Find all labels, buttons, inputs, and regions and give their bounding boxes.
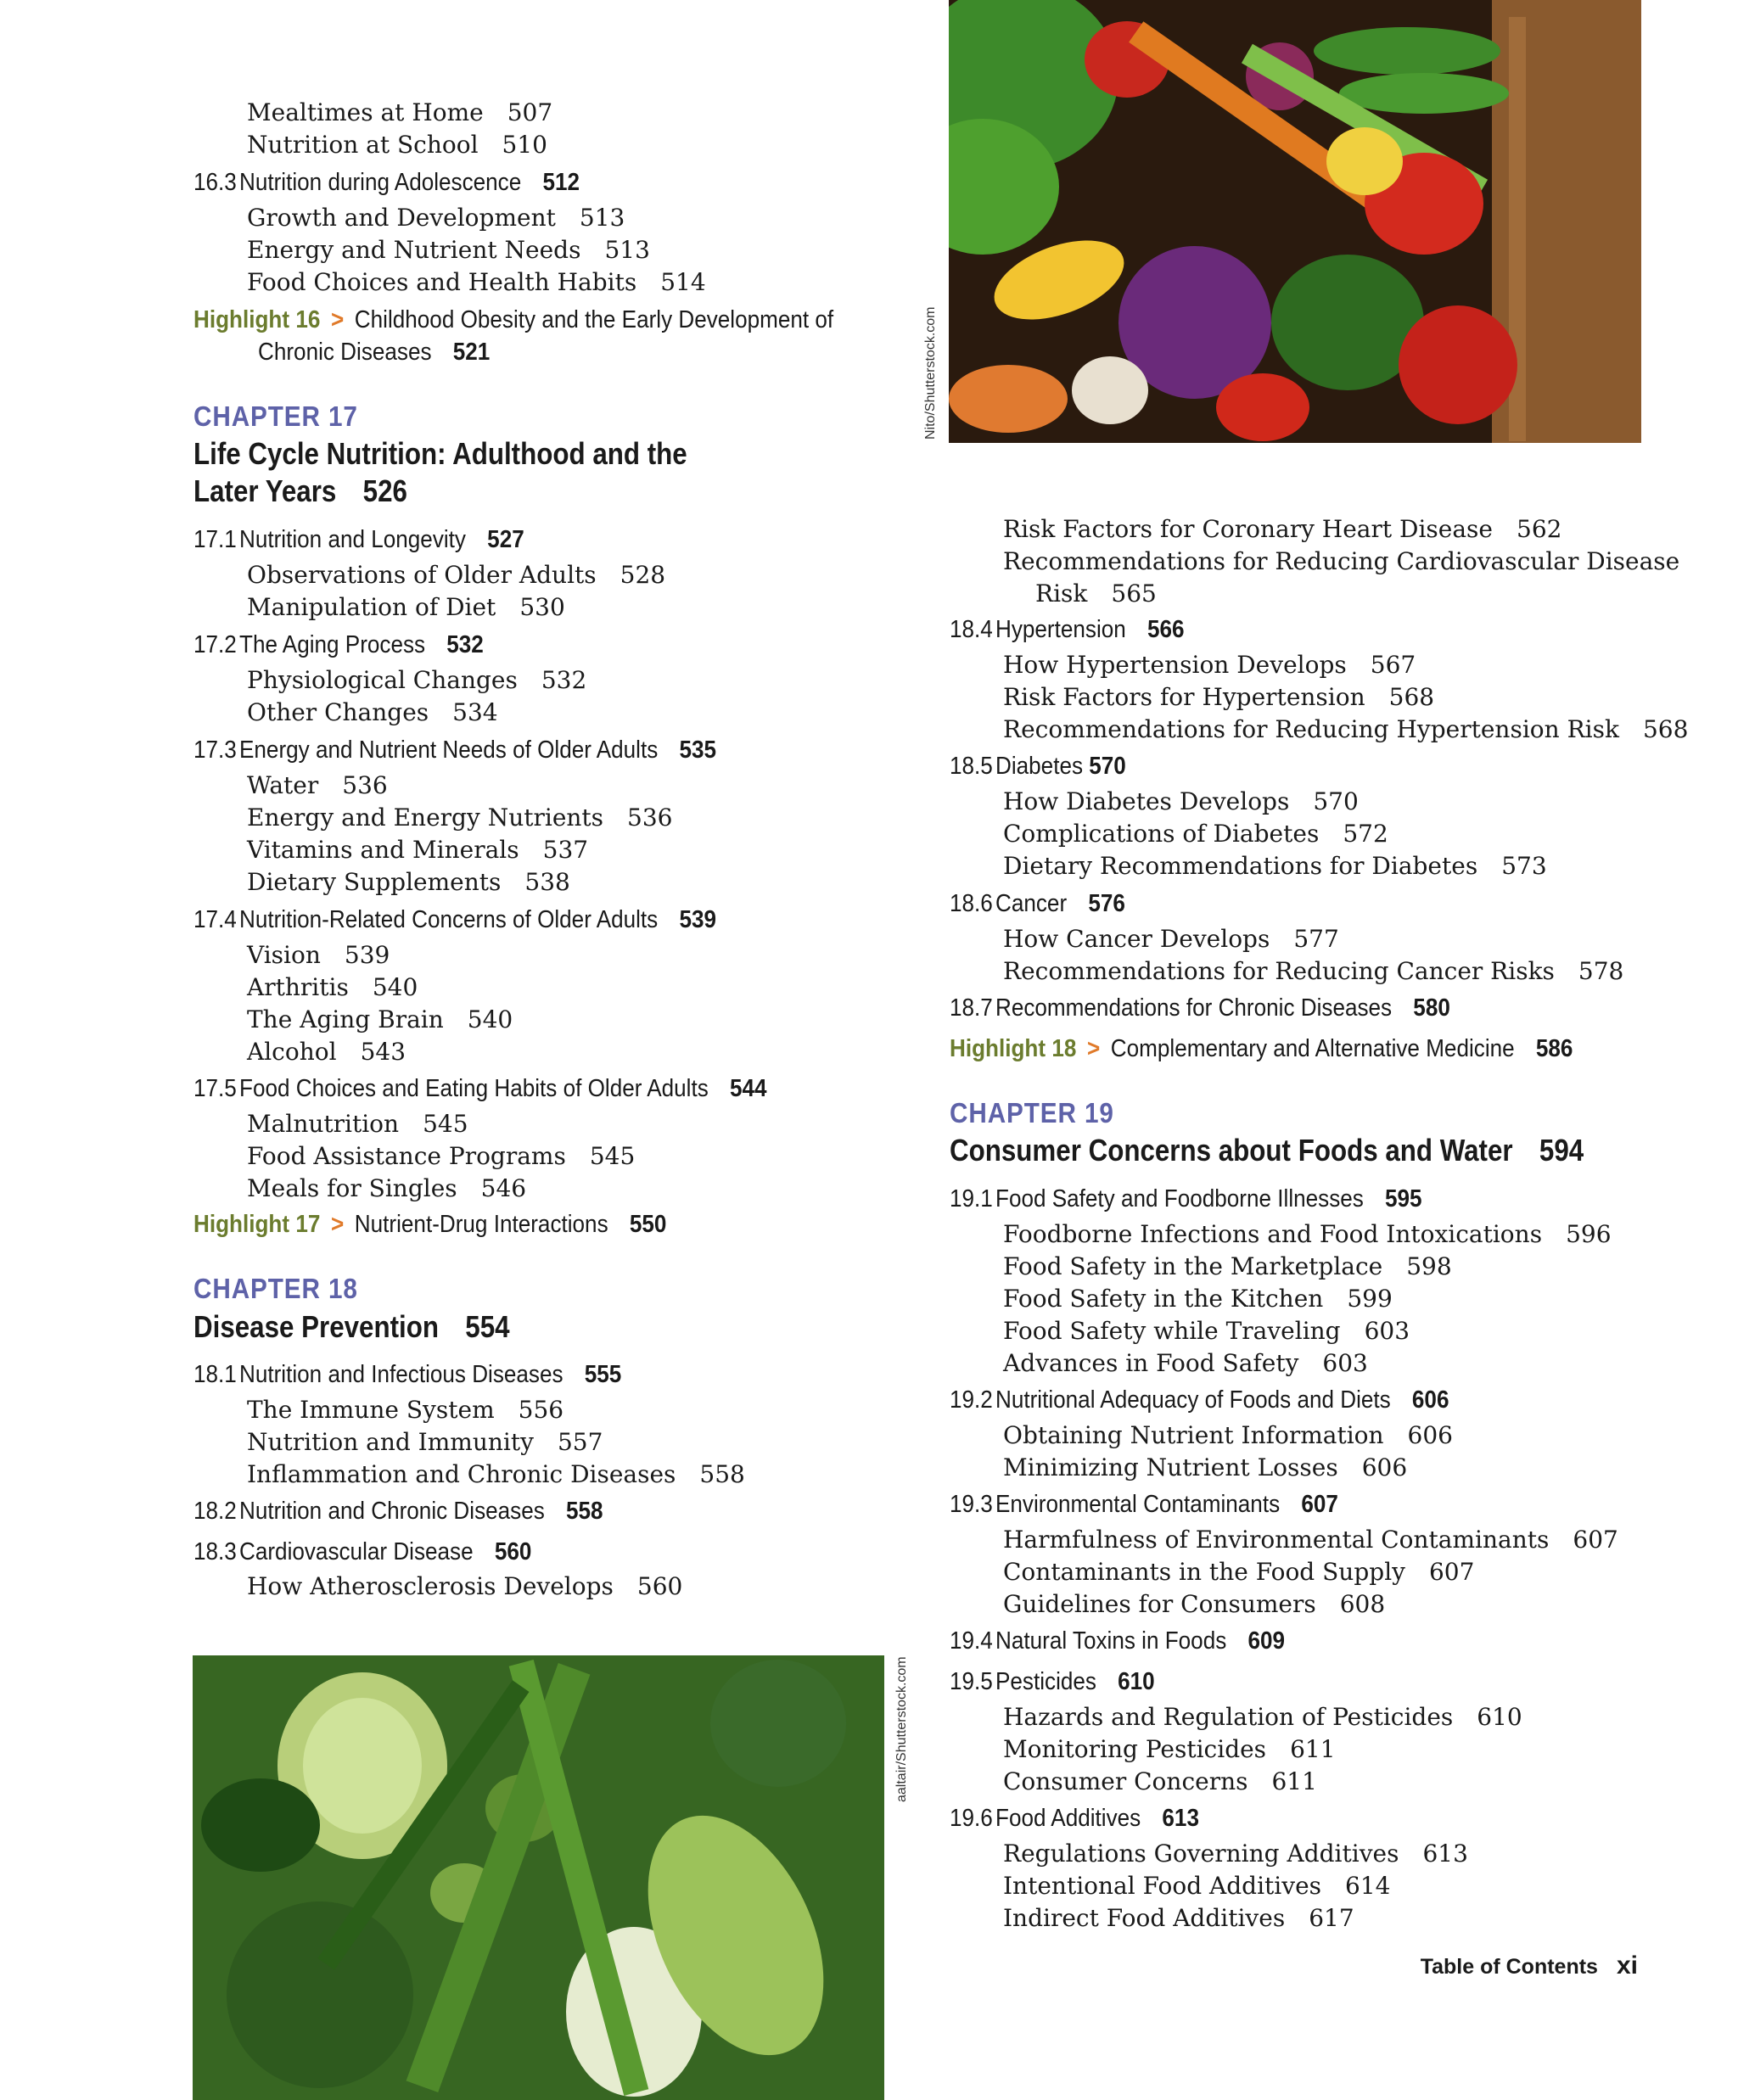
toc-section-18-2[interactable]: 18.2 Nutrition and Chronic Diseases 558 (193, 1498, 603, 1525)
toc-subentry[interactable]: Energy and Energy Nutrients 536 (247, 804, 673, 832)
toc-section-19-5[interactable]: 19.5 Pesticides 610 (950, 1668, 1155, 1695)
toc-subentry[interactable]: Consumer Concerns 611 (1003, 1767, 1317, 1795)
footer-label: Table of Contents (1420, 1955, 1598, 1979)
toc-subentry[interactable]: Physiological Changes 532 (247, 666, 587, 694)
toc-section-17-3[interactable]: 17.3 Energy and Nutrient Needs of Older Adults 535 (193, 736, 717, 764)
toc-section-18-6[interactable]: 18.6 Cancer 576 (950, 890, 1125, 917)
toc-subentry[interactable]: Foodborne Infections and Food Intoxications 596 (1003, 1220, 1612, 1248)
page-number: xi (1616, 1952, 1638, 1980)
toc-subentry[interactable]: Water 536 (247, 771, 388, 799)
toc-section-17-2[interactable]: 17.2 The Aging Process 532 (193, 631, 484, 658)
highlight-16[interactable]: Highlight 16 > Childhood Obesity and the Early Development of (193, 306, 834, 333)
toc-section-18-1[interactable]: 18.1 Nutrition and Infectious Diseases 555 (193, 1361, 622, 1388)
toc-section-19-2[interactable]: 19.2 Nutritional Adequacy of Foods and Diets 606 (950, 1386, 1449, 1414)
toc-subentry[interactable]: Observations of Older Adults 528 (247, 561, 666, 589)
toc-subentry[interactable]: Indirect Food Additives 617 (1003, 1904, 1354, 1932)
photo-credit-top: Nito/Shutterstock.com (923, 306, 938, 440)
toc-subentry[interactable]: Recommendations for Reducing Hypertension Risk 568 (1003, 715, 1689, 743)
toc-subentry[interactable]: Nutrition at School 510 (247, 131, 547, 159)
toc-subentry[interactable]: Growth and Development 513 (247, 204, 625, 232)
toc-section-19-6[interactable]: 19.6 Food Additives 613 (950, 1805, 1199, 1832)
toc-section-18-4[interactable]: 18.4 Hypertension 566 (950, 616, 1185, 643)
toc-subentry[interactable]: Contaminants in the Food Supply 607 (1003, 1558, 1475, 1586)
toc-subentry[interactable]: Advances in Food Safety 603 (1003, 1349, 1368, 1377)
toc-subentry[interactable]: Dietary Supplements 538 (247, 868, 570, 896)
toc-section-19-4[interactable]: 19.4 Natural Toxins in Foods 609 (950, 1627, 1286, 1655)
chapter-17-title-continued[interactable]: Later Years 526 (193, 473, 407, 508)
toc-section-17-4[interactable]: 17.4 Nutrition-Related Concerns of Older Adults 539 (193, 906, 716, 933)
chapter-18-title[interactable]: Disease Prevention 554 (193, 1309, 510, 1344)
highlight-16-continued[interactable]: Chronic Diseases 521 (258, 339, 491, 366)
toc-section-18-5[interactable]: 18.5 Diabetes 570 (950, 753, 1126, 780)
toc-subentry[interactable]: Intentional Food Additives 614 (1003, 1872, 1391, 1900)
toc-section-19-3[interactable]: 19.3 Environmental Contaminants 607 (950, 1491, 1338, 1518)
arrow-icon: > (330, 306, 345, 333)
highlight-17[interactable]: Highlight 17 > Nutrient-Drug Interactions 550 (193, 1211, 667, 1238)
toc-subentry[interactable]: Other Changes 534 (247, 698, 498, 726)
toc-subentry[interactable]: Manipulation of Diet 530 (247, 593, 565, 621)
toc-subentry[interactable]: How Atherosclerosis Develops 560 (247, 1572, 683, 1600)
toc-subentry-continued[interactable]: Risk 565 (1035, 580, 1157, 608)
chapter-17-title[interactable]: Life Cycle Nutrition: Adulthood and the (193, 436, 687, 471)
chapter-19-label: CHAPTER 19 (950, 1097, 1114, 1128)
toc-subentry[interactable]: Vitamins and Minerals 537 (247, 836, 589, 864)
page-footer (1421, 1952, 1638, 1980)
photo-credit-bottom: aaltair/Shutterstock.com (894, 1656, 909, 1802)
toc-subentry[interactable]: Meals for Singles 546 (247, 1174, 527, 1202)
toc-section-18-3[interactable]: 18.3 Cardiovascular Disease 560 (193, 1538, 532, 1565)
highlight-18[interactable]: Highlight 18 > Complementary and Alternative Medicine 586 (950, 1035, 1573, 1062)
green-vegetables-photo (193, 1655, 884, 2100)
toc-subentry[interactable]: Vision 539 (247, 941, 390, 969)
chapter-18-label: CHAPTER 18 (193, 1273, 358, 1304)
toc-subentry[interactable]: Risk Factors for Hypertension 568 (1003, 683, 1435, 711)
vegetable-crate-photo (949, 0, 1641, 443)
toc-subentry[interactable]: Guidelines for Consumers 608 (1003, 1590, 1386, 1618)
toc-subentry[interactable]: Harmfulness of Environmental Contaminants 607 (1003, 1526, 1618, 1554)
toc-subentry[interactable]: Mealtimes at Home 507 (247, 98, 553, 126)
arrow-icon: > (330, 1211, 345, 1238)
toc-subentry[interactable]: Arthritis 540 (247, 973, 418, 1001)
toc-subentry[interactable]: The Immune System 556 (247, 1396, 564, 1424)
toc-section-19-1[interactable]: 19.1 Food Safety and Foodborne Illnesses 595 (950, 1185, 1422, 1212)
arrow-icon: > (1086, 1035, 1101, 1062)
toc-subentry[interactable]: Energy and Nutrient Needs 513 (247, 236, 650, 264)
toc-subentry[interactable]: Malnutrition 545 (247, 1110, 468, 1138)
toc-subentry[interactable]: Food Safety while Traveling 603 (1003, 1317, 1410, 1345)
toc-section-17-5[interactable]: 17.5 Food Choices and Eating Habits of Older Adults 544 (193, 1075, 767, 1102)
toc-subentry[interactable]: Dietary Recommendations for Diabetes 573 (1003, 852, 1547, 880)
toc-subentry[interactable]: Hazards and Regulation of Pesticides 610 (1003, 1703, 1522, 1731)
toc-subentry[interactable]: Inflammation and Chronic Diseases 558 (247, 1460, 745, 1488)
toc-subentry[interactable]: Recommendations for Reducing Cancer Risks 578 (1003, 957, 1624, 985)
toc-subentry[interactable]: Regulations Governing Additives 613 (1003, 1840, 1468, 1868)
toc-subentry[interactable]: Obtaining Nutrient Information 606 (1003, 1421, 1453, 1449)
toc-subentry[interactable]: Recommendations for Reducing Cardiovascular Disease (1003, 547, 1680, 575)
toc-subentry[interactable]: Monitoring Pesticides 611 (1003, 1735, 1336, 1763)
toc-subentry[interactable]: Minimizing Nutrient Losses 606 (1003, 1453, 1408, 1481)
toc-subentry[interactable]: Food Choices and Health Habits 514 (247, 268, 706, 296)
toc-subentry[interactable]: Alcohol 543 (247, 1038, 406, 1066)
toc-subentry[interactable]: Food Assistance Programs 545 (247, 1142, 636, 1170)
toc-subentry[interactable]: Food Safety in the Marketplace 598 (1003, 1252, 1452, 1280)
toc-subentry[interactable]: The Aging Brain 540 (247, 1005, 513, 1033)
toc-section-18-7[interactable]: 18.7 Recommendations for Chronic Diseases 580 (950, 994, 1450, 1022)
toc-subentry[interactable]: How Hypertension Develops 567 (1003, 651, 1416, 679)
chapter-19-title[interactable]: Consumer Concerns about Foods and Water 594 (950, 1133, 1584, 1168)
toc-section-16-3[interactable]: 16.3 Nutrition during Adolescence 512 (193, 169, 580, 196)
toc-subentry[interactable]: Complications of Diabetes 572 (1003, 820, 1388, 848)
chapter-17-label: CHAPTER 17 (193, 400, 358, 432)
toc-section-17-1[interactable]: 17.1 Nutrition and Longevity 527 (193, 526, 524, 553)
toc-subentry[interactable]: How Cancer Develops 577 (1003, 925, 1339, 953)
toc-subentry[interactable]: Risk Factors for Coronary Heart Disease 562 (1003, 515, 1562, 543)
toc-subentry[interactable]: How Diabetes Develops 570 (1003, 787, 1359, 815)
toc-subentry[interactable]: Food Safety in the Kitchen 599 (1003, 1285, 1393, 1313)
toc-subentry[interactable]: Nutrition and Immunity 557 (247, 1428, 603, 1456)
